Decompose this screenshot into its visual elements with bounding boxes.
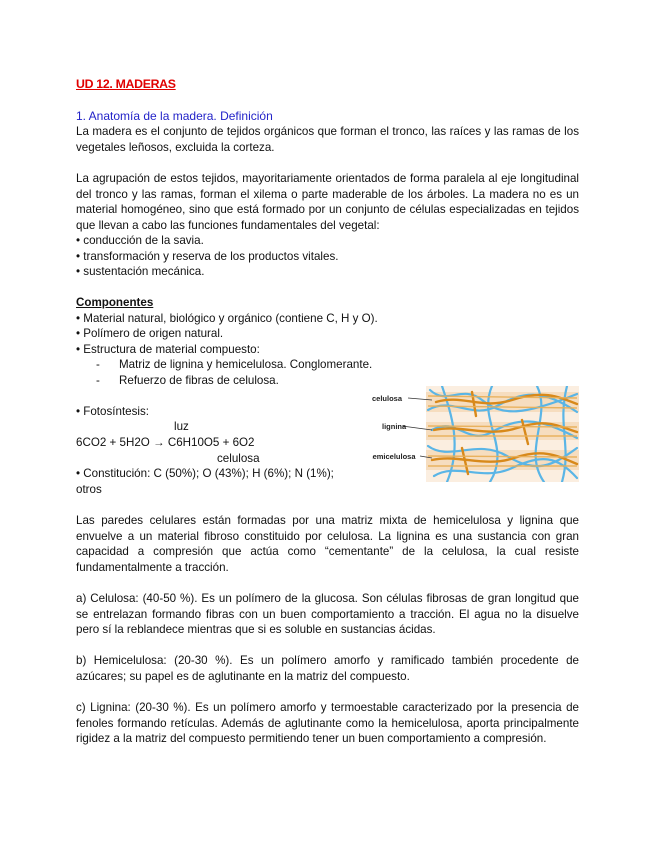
definition-paragraph: La madera es el conjunto de tejidos orgánicos que forman el tronco, las raíces y las ramas de los vegetales leñosos, excluida la corteza. (76, 125, 579, 154)
luz-label: luz (174, 420, 189, 433)
componentes-heading: Componentes (76, 296, 154, 309)
lignina-paragraph: c) Lignina: (20-30 %). Es un polímero amorfo y termoestable caracterizado por la presencia de fenoles formando retículas. Además de aglutinante como la hemicelulosa, aporta principalmente rigidez a la matriz del compuesto permitiendo tener un buen comportamiento a compresión. (76, 701, 579, 746)
component-item: • Material natural, biológico y orgánico (contiene C, H y O). (76, 312, 378, 325)
wood-fibers-illustration (372, 386, 579, 482)
figure-label-hemicelulosa: hemicelulosa (372, 452, 416, 461)
constitucion-otros: otros (76, 483, 102, 496)
dash-marker: - (96, 374, 100, 387)
agrupacion-paragraph: La agrupación de estos tejidos, mayoritariamente orientados de forma paralela al eje longitudinal del tronco y las ramas, forman el xilema o parte maderable de los árboles. La madera no es un material homogéneo, sino que está formado por un conjunto de células especializadas en tejidos que llevan a cabo las funciones fundamentales del vegetal: (76, 172, 579, 232)
celulosa-paragraph: a) Celulosa: (40-50 %). Es un polímero de la glucosa. Son células fibrosas de gran longitud que se entrelazan formando fibras con un buen comportamiento a tracción. El agua no la disuelve pero sí la reblandece mientras que si es soluble en sustancias ácidas. (76, 592, 579, 637)
document-title: UD 12. MADERAS (76, 77, 176, 91)
component-item: • Polímero de origen natural. (76, 327, 224, 340)
constitucion-line: • Constitución: C (50%); O (43%); H (6%); N (1%); (76, 467, 334, 480)
subitem: Matriz de lignina y hemicelulosa. Conglomerante. (119, 358, 373, 371)
celulosa-product-label: celulosa (217, 452, 260, 465)
component-item: • Estructura de material compuesto: (76, 343, 260, 356)
section-heading: 1. Anatomía de la madera. Definición (76, 109, 273, 123)
dash-marker: - (96, 358, 100, 371)
figure-label-celulosa: celulosa (372, 394, 403, 403)
fotosintesis-equation: 6CO2 + 5H2O → C6H10O5 + 6O2 (76, 436, 255, 449)
paredes-paragraph: Las paredes celulares están formadas por una matriz mixta de hemicelulosa y lignina que envuelve a un material fibroso constituido por celulosa. La lignina es una sustancia con gran capacidad a compresión que actúa como “cementante” de la celulosa, la cual resiste fundamentalmente a tracción. (76, 514, 579, 574)
hemicelulosa-paragraph: b) Hemicelulosa: (20-30 %). Es un polímero amorfo y ramificado también procedente de azúcares; su papel es de aglutinante en la matriz del compuesto. (76, 654, 579, 683)
function-item: • transformación y reserva de los productos vitales. (76, 250, 339, 263)
subitem: Refuerzo de fibras de celulosa. (119, 374, 279, 387)
function-item: • conducción de la savia. (76, 234, 204, 247)
figure-label-lignina: lignina (382, 422, 407, 431)
function-item: • sustentación mecánica. (76, 265, 205, 278)
fotosintesis-label: • Fotosíntesis: (76, 405, 150, 418)
wood-structure-figure (372, 386, 579, 482)
